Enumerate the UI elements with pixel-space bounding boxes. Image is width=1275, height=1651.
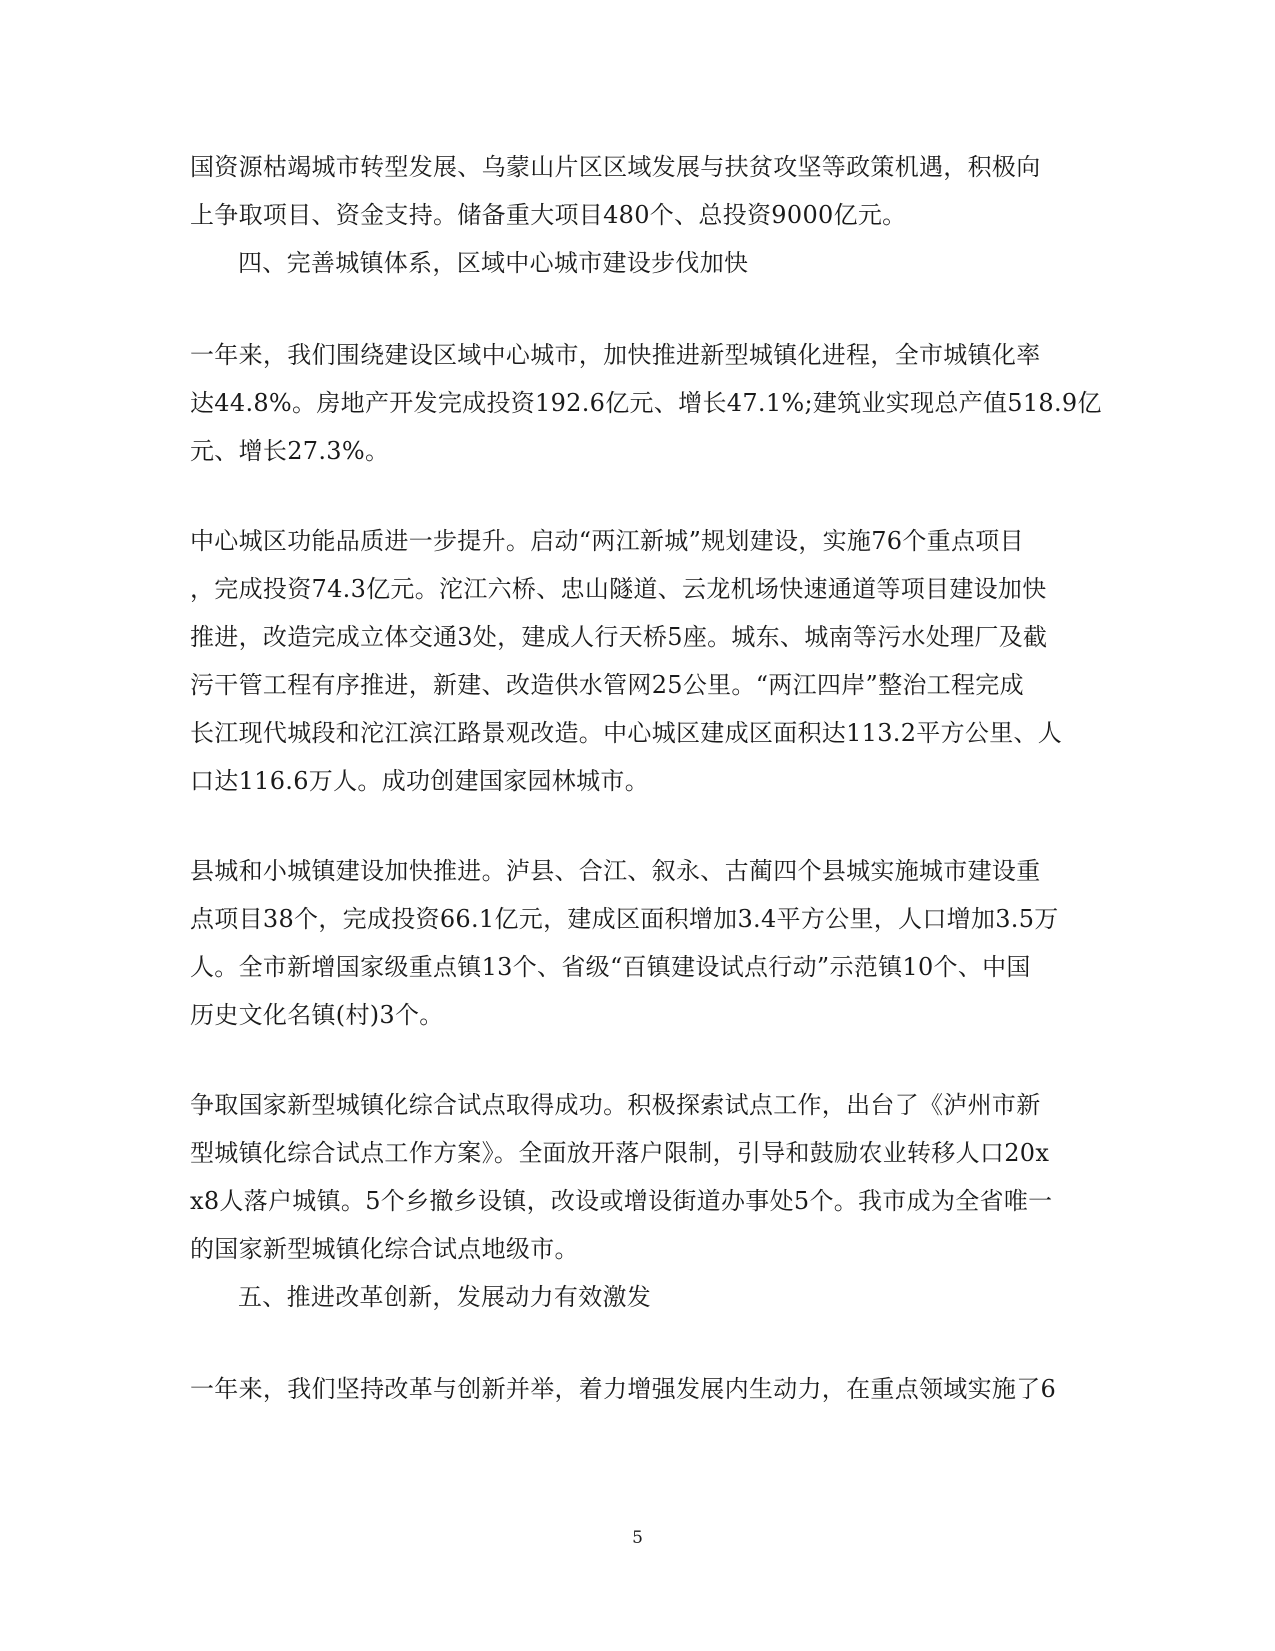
section-heading-4: 四、完善城镇体系，区域中心城市建设步伐加快 <box>238 249 749 277</box>
body-text-line: 的国家新型城镇化综合试点地级市。 <box>190 1235 579 1263</box>
body-text-line: 型城镇化综合试点工作方案》。全面放开落户限制，引导和鼓励农业转移人口20x <box>190 1139 1050 1167</box>
body-text-line: 县城和小城镇建设加快推进。泸县、合江、叙永、古蔺四个县城实施城市建设重 <box>190 857 1041 885</box>
body-text-line: 一年来，我们坚持改革与创新并举，着力增强发展内生动力，在重点领域实施了6 <box>190 1375 1057 1403</box>
body-text-line: 长江现代城段和沱江滨江路景观改造。中心城区建成区面积达113.2平方公里、人 <box>190 719 1063 747</box>
body-text-line: 中心城区功能品质进一步提升。启动“两江新城”规划建设，实施76个重点项目 <box>190 527 1024 555</box>
body-text-line: 元、增长27.3%。 <box>190 437 390 465</box>
body-text-line: 推进，改造完成立体交通3处，建成人行天桥5座。城东、城南等污水处理厂及截 <box>190 623 1048 651</box>
body-text-line: 争取国家新型城镇化综合试点取得成功。积极探索试点工作，出台了《泸州市新 <box>190 1091 1041 1119</box>
body-text-line: 国资源枯竭城市转型发展、乌蒙山片区区域发展与扶贫攻坚等政策机遇，积极向 <box>190 153 1041 181</box>
body-text-line: 历史文化名镇(村)3个。 <box>190 1001 444 1029</box>
body-text-line: ，完成投资74.3亿元。沱江六桥、忠山隧道、云龙机场快速通道等项目建设加快 <box>190 575 1047 603</box>
body-text-line: 上争取项目、资金支持。储备重大项目480个、总投资9000亿元。 <box>190 201 907 229</box>
section-heading-5: 五、推进改革创新，发展动力有效激发 <box>238 1283 652 1311</box>
body-text-line: x8人落户城镇。5个乡撤乡设镇，改设或增设街道办事处5个。我市成为全省唯一 <box>190 1187 1053 1215</box>
body-text-line: 点项目38个，完成投资66.1亿元，建成区面积增加3.4平方公里，人口增加3.5万 <box>190 905 1059 933</box>
body-text-line: 口达116.6万人。成功创建国家园林城市。 <box>190 767 650 795</box>
body-text-line: 污干管工程有序推进，新建、改造供水管网25公里。“两江四岸”整治工程完成 <box>190 671 1024 699</box>
body-text-line: 达44.8%。房地产开发完成投资192.6亿元、增长47.1%;建筑业实现总产值518.9亿 <box>190 389 1102 417</box>
page-number: 5 <box>632 1528 643 1548</box>
body-text-line: 一年来，我们围绕建设区域中心城市，加快推进新型城镇化进程，全市城镇化率 <box>190 341 1041 369</box>
body-text-line: 人。全市新增国家级重点镇13个、省级“百镇建设试点行动”示范镇10个、中国 <box>190 953 1031 981</box>
